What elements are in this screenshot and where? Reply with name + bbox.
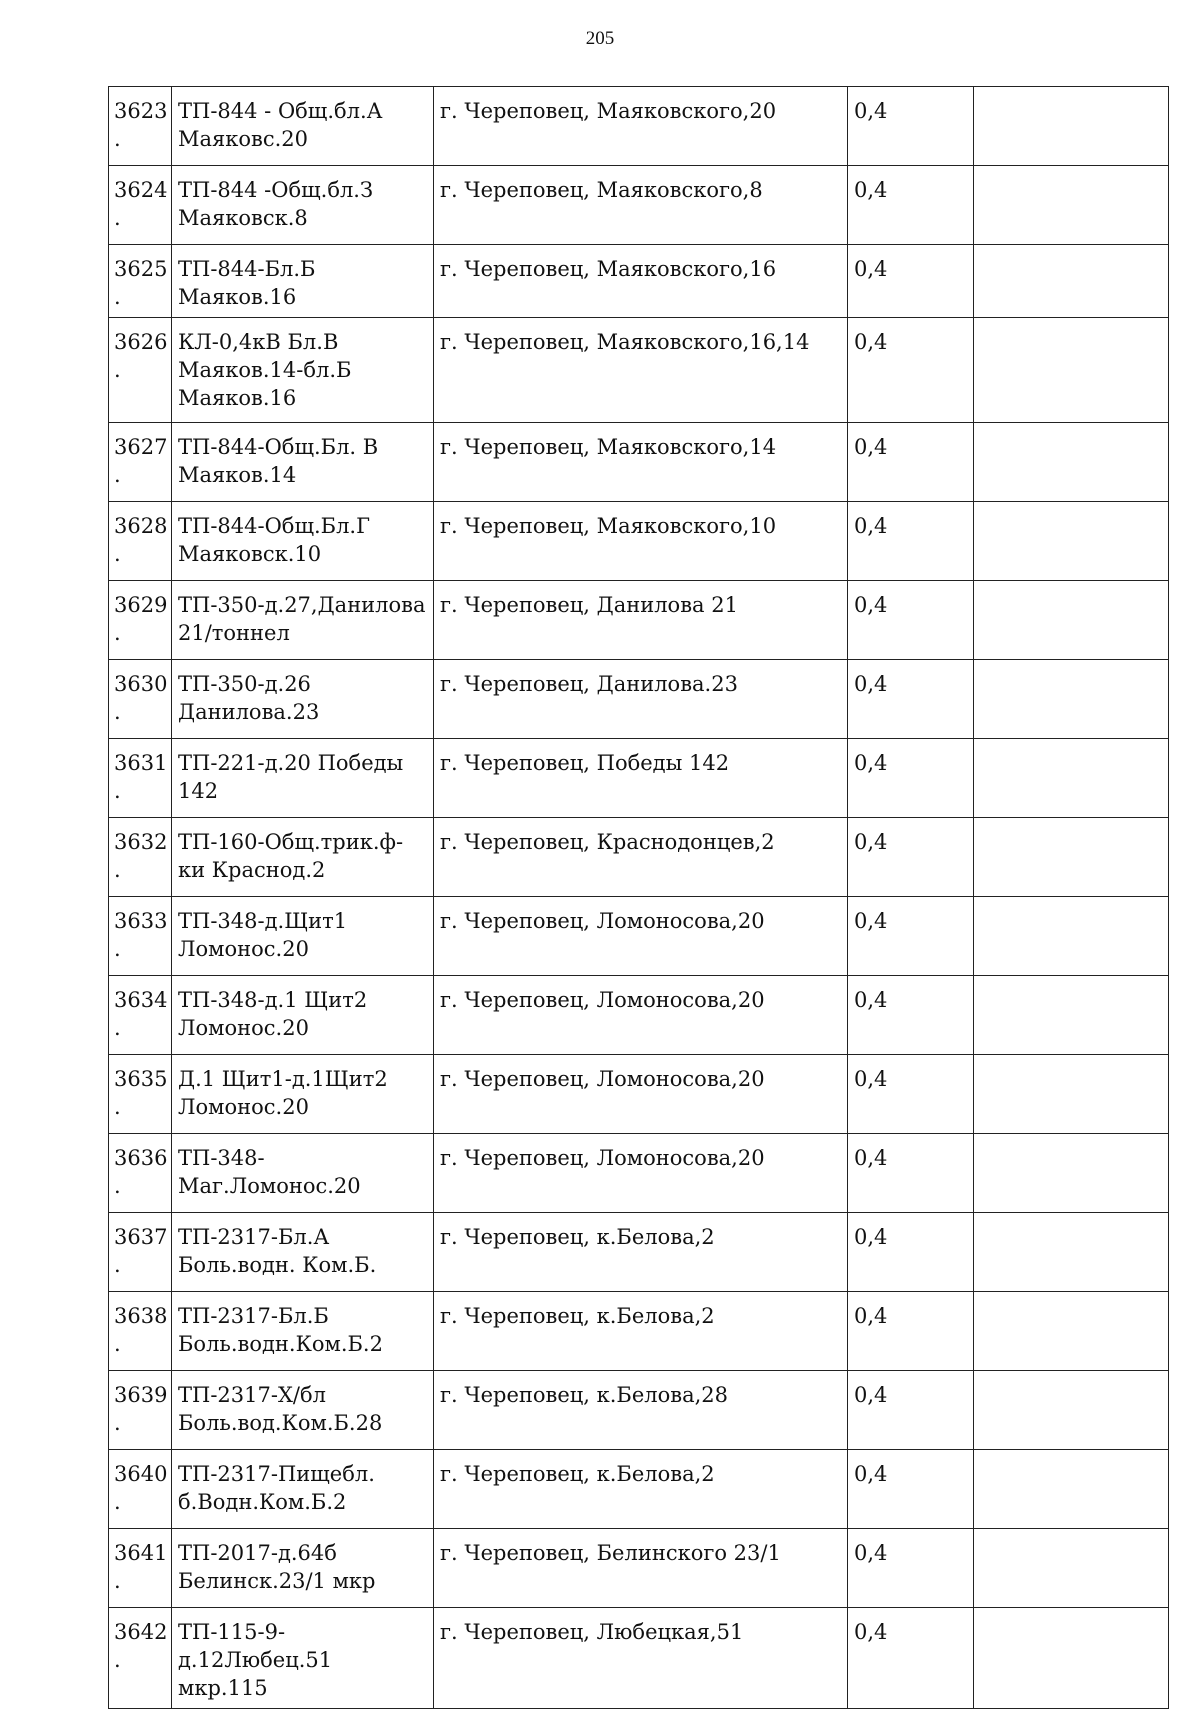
table-row [109, 1292, 1169, 1371]
empty-cell [974, 1608, 1169, 1709]
row-number-cell: 3636. [109, 1134, 172, 1213]
row-number-cell: 3631. [109, 739, 172, 818]
voltage-cell: 0,4 [848, 1371, 974, 1450]
address-cell: г. Череповец, к.Белова,2 [434, 1292, 848, 1371]
table-row [109, 1055, 1169, 1134]
voltage-cell: 0,4 [848, 87, 974, 166]
table-row [109, 818, 1169, 897]
empty-cell [974, 245, 1169, 318]
address-cell: г. Череповец, Белинского 23/1 [434, 1529, 848, 1608]
empty-cell [974, 976, 1169, 1055]
row-number-cell: 3629. [109, 581, 172, 660]
voltage-cell: 0,4 [848, 1450, 974, 1529]
address-cell: г. Череповец, к.Белова,2 [434, 1450, 848, 1529]
row-number-cell: 3624. [109, 166, 172, 245]
empty-cell [974, 318, 1169, 423]
voltage-cell: 0,4 [848, 818, 974, 897]
object-name-cell: ТП-2317-Бл.А Боль.водн. Ком.Б. [172, 1213, 434, 1292]
row-number-cell: 3632. [109, 818, 172, 897]
object-name-cell: ТП-348- Маг.Ломонос.20 [172, 1134, 434, 1213]
address-cell: г. Череповец, Маяковского,10 [434, 502, 848, 581]
object-name-cell: ТП-844 -Общ.бл.З Маяковск.8 [172, 166, 434, 245]
object-name-cell: ТП-844-Бл.Б Маяков.16 [172, 245, 434, 318]
row-number-cell: 3638. [109, 1292, 172, 1371]
table-row [109, 581, 1169, 660]
table-row [109, 976, 1169, 1055]
row-number-cell: 3627. [109, 423, 172, 502]
object-name-cell: ТП-2017-д.64б Белинск.23/1 мкр [172, 1529, 434, 1608]
address-cell: г. Череповец, Данилова 21 [434, 581, 848, 660]
voltage-cell: 0,4 [848, 1292, 974, 1371]
address-cell: г. Череповец, Ломоносова,20 [434, 897, 848, 976]
table-row [109, 502, 1169, 581]
table-row [109, 1213, 1169, 1292]
voltage-cell: 0,4 [848, 1134, 974, 1213]
object-name-cell: ТП-844-Общ.Бл. В Маяков.14 [172, 423, 434, 502]
table-row [109, 87, 1169, 166]
row-number-cell: 3635. [109, 1055, 172, 1134]
object-name-cell: ТП-350-д.26 Данилова.23 [172, 660, 434, 739]
object-name-cell: ТП-115-9-д.12Любец.51 мкр.115 [172, 1608, 434, 1709]
empty-cell [974, 1371, 1169, 1450]
empty-cell [974, 1292, 1169, 1371]
address-cell: г. Череповец, к.Белова,28 [434, 1371, 848, 1450]
address-cell: г. Череповец, Победы 142 [434, 739, 848, 818]
empty-cell [974, 1213, 1169, 1292]
object-name-cell: ТП-2317-Бл.Б Боль.водн.Ком.Б.2 [172, 1292, 434, 1371]
empty-cell [974, 1450, 1169, 1529]
voltage-cell: 0,4 [848, 581, 974, 660]
object-name-cell: ТП-844-Общ.Бл.Г Маяковск.10 [172, 502, 434, 581]
object-name-cell: ТП-221-д.20 Победы 142 [172, 739, 434, 818]
object-name-cell: Д.1 Щит1-д.1Щит2 Ломонос.20 [172, 1055, 434, 1134]
object-name-cell: ТП-348-д.Щит1 Ломонос.20 [172, 897, 434, 976]
row-number-cell: 3639. [109, 1371, 172, 1450]
address-cell: г. Череповец, Любецкая,51 [434, 1608, 848, 1709]
voltage-cell: 0,4 [848, 976, 974, 1055]
table-row [109, 739, 1169, 818]
table-row [109, 318, 1169, 423]
row-number-cell: 3634. [109, 976, 172, 1055]
row-number-cell: 3626. [109, 318, 172, 423]
voltage-cell: 0,4 [848, 245, 974, 318]
address-cell: г. Череповец, Краснодонцев,2 [434, 818, 848, 897]
table-row [109, 1134, 1169, 1213]
row-number-cell: 3642. [109, 1608, 172, 1709]
table-row [109, 1450, 1169, 1529]
row-number-cell: 3633. [109, 897, 172, 976]
row-number-cell: 3623. [109, 87, 172, 166]
row-number-cell: 3640. [109, 1450, 172, 1529]
empty-cell [974, 502, 1169, 581]
voltage-cell: 0,4 [848, 660, 974, 739]
table-row [109, 423, 1169, 502]
object-name-cell: ТП-2317-Х/бл Боль.вод.Ком.Б.28 [172, 1371, 434, 1450]
address-cell: г. Череповец, Маяковского,20 [434, 87, 848, 166]
table-row [109, 660, 1169, 739]
object-name-cell: ТП-350-д.27,Данилова 21/тоннел [172, 581, 434, 660]
address-cell: г. Череповец, Данилова.23 [434, 660, 848, 739]
empty-cell [974, 739, 1169, 818]
empty-cell [974, 581, 1169, 660]
empty-cell [974, 166, 1169, 245]
row-number-cell: 3628. [109, 502, 172, 581]
voltage-cell: 0,4 [848, 423, 974, 502]
voltage-cell: 0,4 [848, 897, 974, 976]
address-cell: г. Череповец, Маяковского,16,14 [434, 318, 848, 423]
address-cell: г. Череповец, Маяковского,16 [434, 245, 848, 318]
empty-cell [974, 423, 1169, 502]
empty-cell [974, 1134, 1169, 1213]
empty-cell [974, 660, 1169, 739]
address-cell: г. Череповец, Маяковского,8 [434, 166, 848, 245]
row-number-cell: 3630. [109, 660, 172, 739]
row-number-cell: 3641. [109, 1529, 172, 1608]
object-name-cell: ТП-2317-Пищебл. б.Водн.Ком.Б.2 [172, 1450, 434, 1529]
table-body [109, 87, 1169, 1709]
voltage-cell: 0,4 [848, 1529, 974, 1608]
voltage-cell: 0,4 [848, 502, 974, 581]
address-cell: г. Череповец, Ломоносова,20 [434, 976, 848, 1055]
object-name-cell: ТП-160-Общ.трик.ф-ки Краснод.2 [172, 818, 434, 897]
voltage-cell: 0,4 [848, 739, 974, 818]
objects-table [108, 86, 1169, 1709]
address-cell: г. Череповец, Ломоносова,20 [434, 1055, 848, 1134]
row-number-cell: 3637. [109, 1213, 172, 1292]
object-name-cell: ТП-348-д.1 Щит2 Ломонос.20 [172, 976, 434, 1055]
voltage-cell: 0,4 [848, 1213, 974, 1292]
table-row [109, 1608, 1169, 1709]
address-cell: г. Череповец, Маяковского,14 [434, 423, 848, 502]
voltage-cell: 0,4 [848, 318, 974, 423]
table-row [109, 1529, 1169, 1608]
empty-cell [974, 87, 1169, 166]
empty-cell [974, 897, 1169, 976]
voltage-cell: 0,4 [848, 166, 974, 245]
empty-cell [974, 1055, 1169, 1134]
empty-cell [974, 818, 1169, 897]
table-row [109, 166, 1169, 245]
row-number-cell: 3625. [109, 245, 172, 318]
table-row [109, 1371, 1169, 1450]
table-row [109, 245, 1169, 318]
table-row [109, 897, 1169, 976]
address-cell: г. Череповец, к.Белова,2 [434, 1213, 848, 1292]
object-name-cell: ТП-844 - Общ.бл.А Маяковс.20 [172, 87, 434, 166]
voltage-cell: 0,4 [848, 1055, 974, 1134]
empty-cell [974, 1529, 1169, 1608]
voltage-cell: 0,4 [848, 1608, 974, 1709]
object-name-cell: КЛ-0,4кВ Бл.В Маяков.14-бл.Б Маяков.16 [172, 318, 434, 423]
page-number: 205 [585, 28, 615, 49]
address-cell: г. Череповец, Ломоносова,20 [434, 1134, 848, 1213]
